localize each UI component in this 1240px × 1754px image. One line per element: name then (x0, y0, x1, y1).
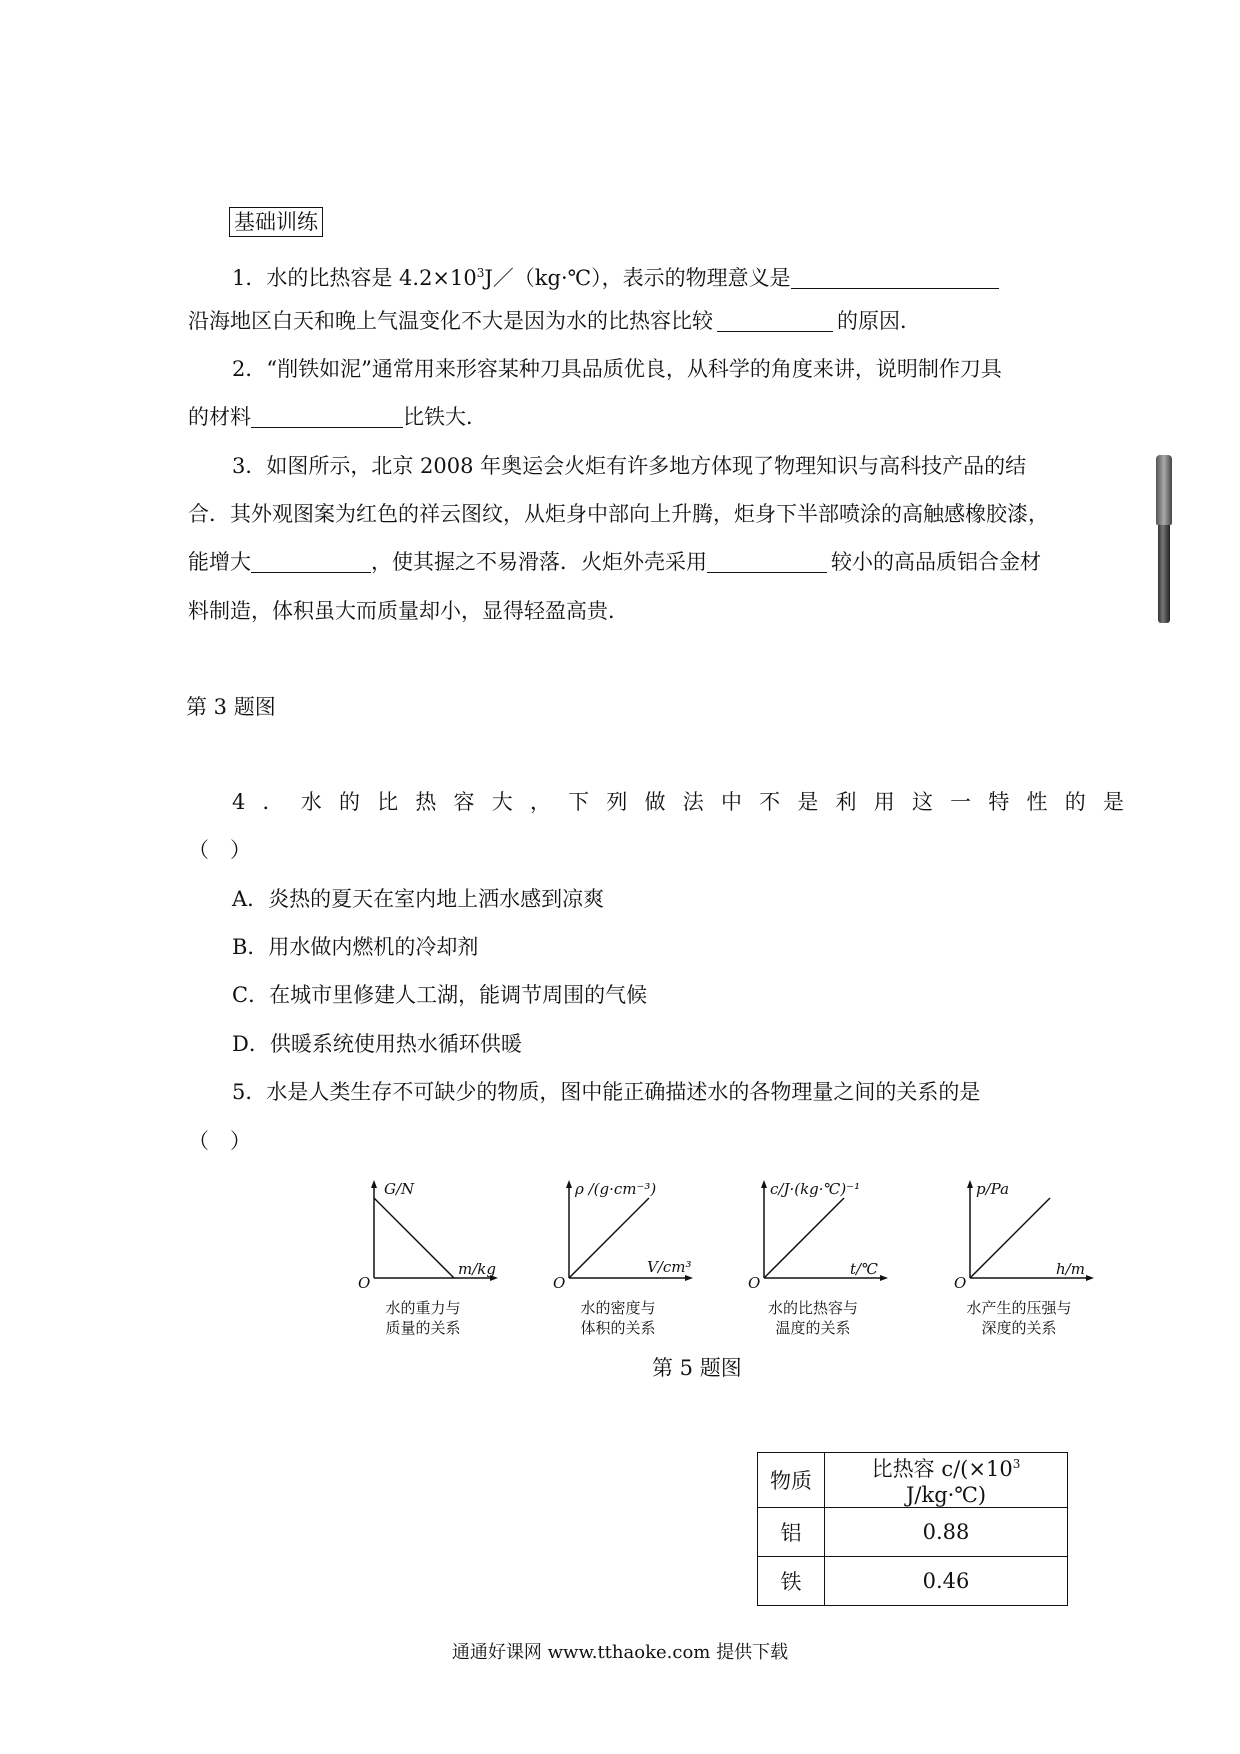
table-cell-substance: 铁 (758, 1557, 825, 1606)
graph-2-caption-line-1: 水的密度与 (580, 1299, 656, 1317)
table-header-row (758, 1453, 1068, 1508)
graph-4-caption-line-1: 水产生的压强与 (966, 1299, 1072, 1317)
question-2-line-2 (188, 402, 487, 432)
table-cell-value: 0.88 (825, 1508, 1068, 1557)
question-5-stem: 5．水是人类生存不可缺少的物质，图中能正确描述水的各物理量之间的关系的是 (232, 1080, 981, 1104)
graph-1-ylabel: G/N (384, 1180, 415, 1198)
graph-2-origin: O (553, 1274, 566, 1292)
question-1-line-2 (188, 306, 921, 336)
table-cell-substance: 铝 (758, 1508, 825, 1557)
graph-heat-capacity-temperature (744, 1178, 914, 1338)
q1-text-c: 沿海地区白天和晚上气温变化不大是因为水的比热容比较 (188, 309, 713, 333)
graph-3-origin: O (748, 1274, 761, 1292)
table-row (758, 1508, 1068, 1557)
graph-4-caption (964, 1298, 1074, 1338)
graph-density-volume (549, 1178, 719, 1338)
figure-3-caption: 第 3 题图 (186, 695, 276, 719)
figure-5-caption: 第 5 题图 (652, 1356, 742, 1380)
option-a: A．炎热的夏天在室内地上洒水感到凉爽 (232, 887, 605, 911)
graph-2-xlabel: V/cm³ (647, 1258, 692, 1276)
q3-text-c: 较小的高品质铝合金材 (831, 550, 1041, 574)
torch-image (1158, 455, 1170, 623)
graph-gravity-mass-plot (354, 1178, 524, 1298)
graph-1-xlabel: m/kg (458, 1260, 496, 1278)
table-header-c-text-a: 比热容 c/(×10 (871, 1457, 1013, 1481)
graph-1-caption (368, 1298, 478, 1338)
question-3-line-4: 料制造，体积虽大而质量却小，显得轻盈高贵． (188, 599, 629, 623)
q1-blank-1[interactable] (791, 266, 999, 289)
graph-1-origin: O (358, 1274, 371, 1292)
section-title: 基础训练 (229, 207, 323, 237)
graph-3-caption-line-2: 温度的关系 (775, 1319, 851, 1337)
graph-pressure-depth (950, 1178, 1120, 1338)
table-cell-value: 0.46 (825, 1557, 1068, 1606)
q3-blank-1[interactable] (251, 550, 371, 573)
q2-blank[interactable] (251, 405, 403, 428)
graph-4-ylabel: p/Pa (976, 1180, 1010, 1198)
q1-text-a: 1．水的比热容是 4.2×10 (232, 266, 477, 290)
graph-4-xlabel: h/m (1056, 1260, 1085, 1278)
table-row (758, 1557, 1068, 1606)
question-3-line-1: 3．如图所示，北京 2008 年奥运会火炬有许多地方体现了物理知识与高科技产品的结 (232, 454, 1027, 478)
q3-text-a: 能增大 (188, 550, 251, 574)
q2-text-b: 比铁大． (403, 405, 487, 429)
graph-2-caption (563, 1298, 673, 1338)
question-4-paren: （ ） (188, 838, 251, 862)
question-4-stem: 4．水的比热容大，下列做法中不是利用这一特性的是 (232, 790, 1142, 814)
table-header-substance: 物质 (758, 1453, 825, 1508)
q1-exponent: 3 (476, 266, 485, 280)
specific-heat-table (757, 1452, 1068, 1606)
graph-3-ylabel: c/J·(kg·℃)⁻¹ (770, 1180, 861, 1198)
graph-1-caption-line-2: 质量的关系 (385, 1319, 461, 1337)
question-2-line-1: 2．“削铁如泥”通常用来形容某种刀具品质优良，从科学的角度来讲，说明制作刀具 (232, 357, 1002, 381)
graph-3-caption-line-1: 水的比热容与 (767, 1299, 858, 1317)
q3-blank-2[interactable] (707, 550, 827, 573)
option-d: D．供暖系统使用热水循环供暖 (232, 1032, 522, 1056)
graph-4-caption-line-2: 深度的关系 (981, 1319, 1057, 1337)
question-5-paren: （ ） (188, 1129, 251, 1153)
question-3-line-3 (188, 547, 1041, 577)
graph-gravity-mass (354, 1178, 524, 1338)
q1-text-b: J／（kg·℃），表示的物理意义是 (484, 266, 791, 290)
table-header-c-exponent: 3 (1012, 1457, 1021, 1471)
graph-3-caption (758, 1298, 868, 1338)
graph-3-xlabel: t/℃ (850, 1260, 878, 1278)
graph-4-origin: O (954, 1274, 967, 1292)
table-header-c-text-b: J/kg·℃) (905, 1483, 987, 1507)
question-3-line-2: 合．其外观图案为红色的祥云图纹，从炬身中部向上升腾，炬身下半部喷涂的高触感橡胶漆， (188, 502, 1049, 526)
footer-source: 通通好课网 www.tthaoke.com 提供下载 (451, 1642, 789, 1663)
graph-1-caption-line-1: 水的重力与 (385, 1299, 461, 1317)
table-header-specific-heat (825, 1453, 1068, 1508)
q1-text-d: 的原因． (837, 309, 921, 333)
option-b: B．用水做内燃机的冷却剂 (232, 935, 479, 959)
question-1-line-1 (232, 258, 999, 293)
graph-2-caption-line-2: 体积的关系 (580, 1319, 656, 1337)
q1-blank-2[interactable] (717, 309, 833, 332)
option-c: C．在城市里修建人工湖，能调节周围的气候 (232, 983, 648, 1007)
graph-2-ylabel: ρ /(g·cm⁻³) (575, 1180, 657, 1198)
q2-text-a: 的材料 (188, 405, 251, 429)
q3-text-b: ，使其握之不易滑落．火炬外壳采用 (371, 550, 707, 574)
